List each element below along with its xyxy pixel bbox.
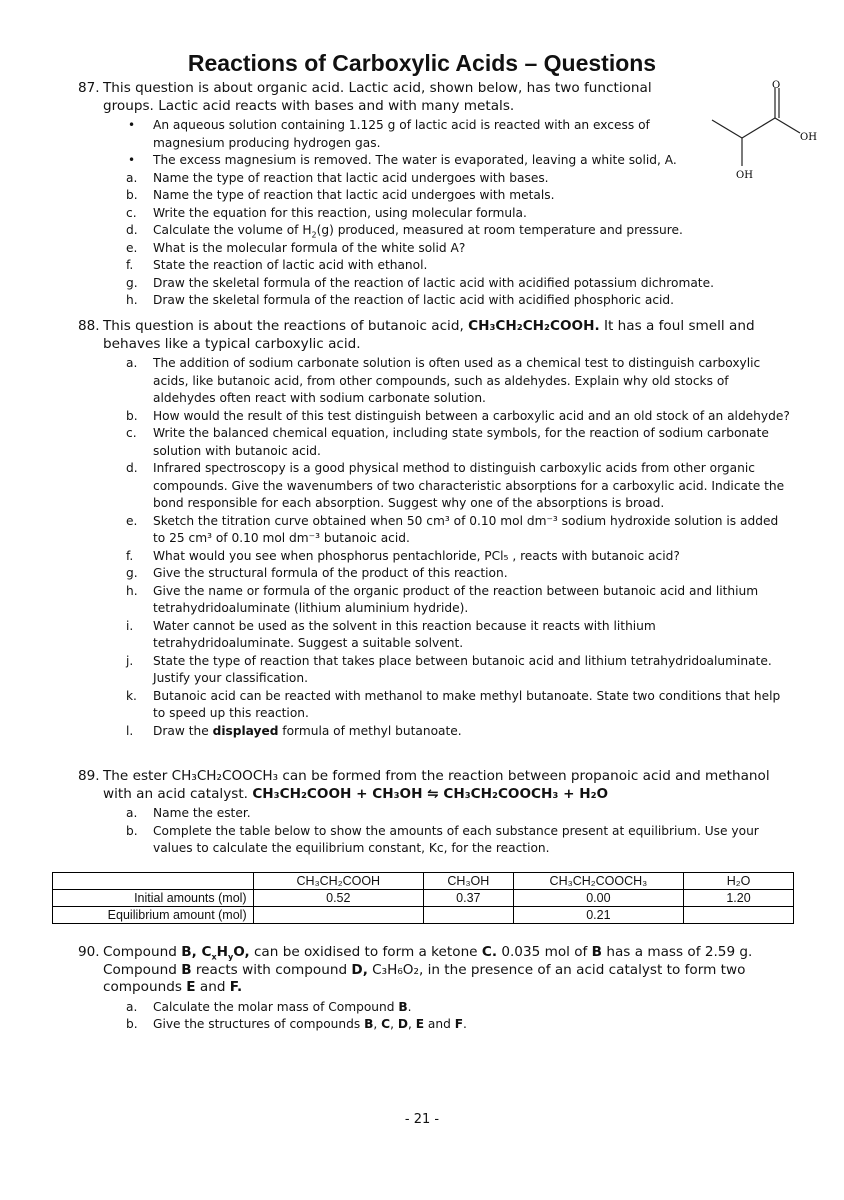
oh-label-bottom: OH bbox=[736, 170, 753, 181]
answer-cell[interactable] bbox=[253, 907, 423, 924]
bond-1 bbox=[712, 120, 742, 138]
part-b: b. Complete the table below to show the amounts of each substance present at equilibrium. Use your values to calculate the equilibrium constant, Kc, for the reaction. bbox=[126, 823, 759, 855]
question-number: 90. bbox=[78, 944, 100, 960]
part-l: l. Draw the displayed formula of methyl butanoate. bbox=[126, 723, 462, 738]
part-b: b. Give the structures of compounds B, C, D, E and F. bbox=[126, 1017, 467, 1031]
table-header: CH₃CH₂COOCH₃ bbox=[513, 873, 683, 890]
part-i: i. Water cannot be used as the solvent in this reaction because it reacts with lithium tetrahydridoaluminate. Suggest a suitable solvent. bbox=[126, 618, 656, 650]
bond-2 bbox=[742, 118, 775, 138]
part-a: a. The addition of sodium carbonate solution is often used as a chemical test to distinguish carboxylic acids, like butanoic acid, from other compounds, such as aldehydes. Explain why old stocks of aldehydes often react with sodium carbonate solution. bbox=[126, 356, 761, 405]
part-b: b. Name the type of reaction that lactic acid undergoes with metals. bbox=[126, 188, 555, 202]
table-cell: 0.00 bbox=[513, 890, 683, 907]
table-cell: 1.20 bbox=[684, 890, 794, 907]
question-number: 87. bbox=[78, 80, 100, 96]
part-h: h. Give the name or formula of the organic product of the reaction between butanoic acid and lithium tetrahydridoaluminate (lithium aluminium hydride). bbox=[126, 583, 759, 615]
question-number: 89. bbox=[78, 768, 100, 784]
part-d: d. Calculate the volume of $H_2(g)$ produced, measured at room temperature and pressure. bbox=[126, 223, 683, 240]
question-stem: The ester CH₃CH₂COOCH₃ can be formed from the reaction between propanoic acid and methanol with an acid catalyst. CH₃CH₂COOH + CH₃OH ⇋ CH₃CH₂COOCH₃ + H₂O bbox=[103, 768, 770, 802]
table-row bbox=[53, 907, 794, 924]
row-label: Initial amounts (mol) bbox=[53, 890, 254, 907]
part-c: c. Write the equation for this reaction, using molecular formula. bbox=[126, 205, 527, 220]
row-label: Equilibrium amount (mol) bbox=[53, 907, 254, 924]
table-cell: 0.52 bbox=[253, 890, 423, 907]
question-stem: This question is about the reactions of butanoic acid, CH₃CH₂CH₂COOH. It has a foul smell and behaves like a typical carboxylic acid. bbox=[103, 318, 755, 352]
page-number: - 21 - bbox=[404, 1112, 440, 1127]
answer-cell[interactable] bbox=[684, 907, 794, 924]
bond-coh bbox=[775, 118, 800, 133]
question-parts bbox=[78, 117, 714, 310]
part-j: j. State the type of reaction that takes place between butanoic acid and lithium tetrahydridoaluminate. Justify your classification. bbox=[126, 653, 772, 685]
question-stem: Compound B, $C_xH_yO$, can be oxidised to form a ketone C. 0.035 mol of B has a mass of 2.59 g. Compound B reacts with compound D, C₃H₆O₂, in the presence of an acid catalyst to form two compounds E and F. bbox=[103, 944, 753, 995]
bullet-item: • An aqueous solution containing 1.125 g of lactic acid is reacted with an excess of magnesium producing hydrogen gas. bbox=[128, 118, 650, 150]
table-cell: 0.37 bbox=[423, 890, 513, 907]
question-87 bbox=[78, 80, 714, 310]
part-f: f. What would you see when phosphorus pentachloride, PCl₅ , reacts with butanoic acid? bbox=[126, 548, 680, 563]
part-c: c. Write the balanced chemical equation, including state symbols, for the reaction of sodium carbonate solution with butanoic acid. bbox=[126, 426, 769, 458]
answer-cell[interactable] bbox=[423, 907, 513, 924]
part-a: a. Name the ester. bbox=[126, 806, 251, 820]
part-f: f. State the reaction of lactic acid with ethanol. bbox=[126, 258, 428, 272]
table-cell: 0.21 bbox=[513, 907, 683, 924]
table-cell bbox=[53, 873, 254, 890]
table-header: CH₃OH bbox=[423, 873, 513, 890]
part-a: a. Calculate the molar mass of Compound B. bbox=[126, 999, 412, 1014]
question-stem: This question is about organic acid. Lactic acid, shown below, has two functional groups. Lactic acid reacts with bases and with many metals. bbox=[103, 80, 652, 114]
equilibrium-table bbox=[52, 872, 794, 924]
part-b: b. How would the result of this test distinguish between a carboxylic acid and an old stock of an aldehyde? bbox=[126, 408, 790, 423]
o-label: O bbox=[772, 80, 781, 91]
part-e: e. What is the molecular formula of the white solid A? bbox=[126, 240, 466, 255]
part-h: h. Draw the skeletal formula of the reaction of lactic acid with acidified phosphoric acid. bbox=[126, 293, 675, 307]
question-parts bbox=[78, 805, 790, 858]
question-89 bbox=[78, 768, 790, 858]
question-number: 88. bbox=[78, 318, 100, 334]
question-parts bbox=[78, 355, 790, 740]
equation: CH₃CH₂COOH + CH₃OH ⇋ CH₃CH₂COOCH₃ + H₂O bbox=[252, 785, 609, 802]
table-header: H₂O bbox=[684, 873, 794, 890]
part-a: a. Name the type of reaction that lactic acid undergoes with bases. bbox=[126, 170, 549, 185]
part-d: d. Infrared spectroscopy is a good physical method to distinguish carboxylic acids from other organic compounds. Give the wavenumbers of two characteristic absorptions for a carboxylic acid. Indicate the bond responsible for each absorption. Suggest why one of the absorptions is broad. bbox=[126, 461, 785, 510]
table-header: CH₃CH₂COOH bbox=[253, 873, 423, 890]
question-parts bbox=[78, 999, 790, 1034]
lactic-acid-structure bbox=[700, 78, 830, 188]
question-90 bbox=[78, 944, 790, 1034]
question-88 bbox=[78, 318, 790, 740]
oh-label-right: OH bbox=[800, 132, 817, 143]
part-e: e. Sketch the titration curve obtained when 50 cm³ of 0.10 mol dm⁻³ sodium hydroxide solution is added to 25 cm³ of 0.10 mol dm⁻³ butanoic acid. bbox=[126, 513, 779, 545]
bullet-item: • The excess magnesium is removed. The water is evaporated, leaving a white solid, A. bbox=[128, 153, 677, 167]
table-header-row bbox=[53, 873, 794, 890]
table-row bbox=[53, 890, 794, 907]
page-title: Reactions of Carboxylic Acids – Questions bbox=[187, 50, 657, 76]
part-g: g. Give the structural formula of the product of this reaction. bbox=[126, 566, 508, 580]
part-k: k. Butanoic acid can be reacted with methanol to make methyl butanoate. State two conditions that help to speed up this reaction. bbox=[126, 688, 781, 720]
part-g: g. Draw the skeletal formula of the reaction of lactic acid with acidified potassium dichromate. bbox=[126, 275, 714, 290]
